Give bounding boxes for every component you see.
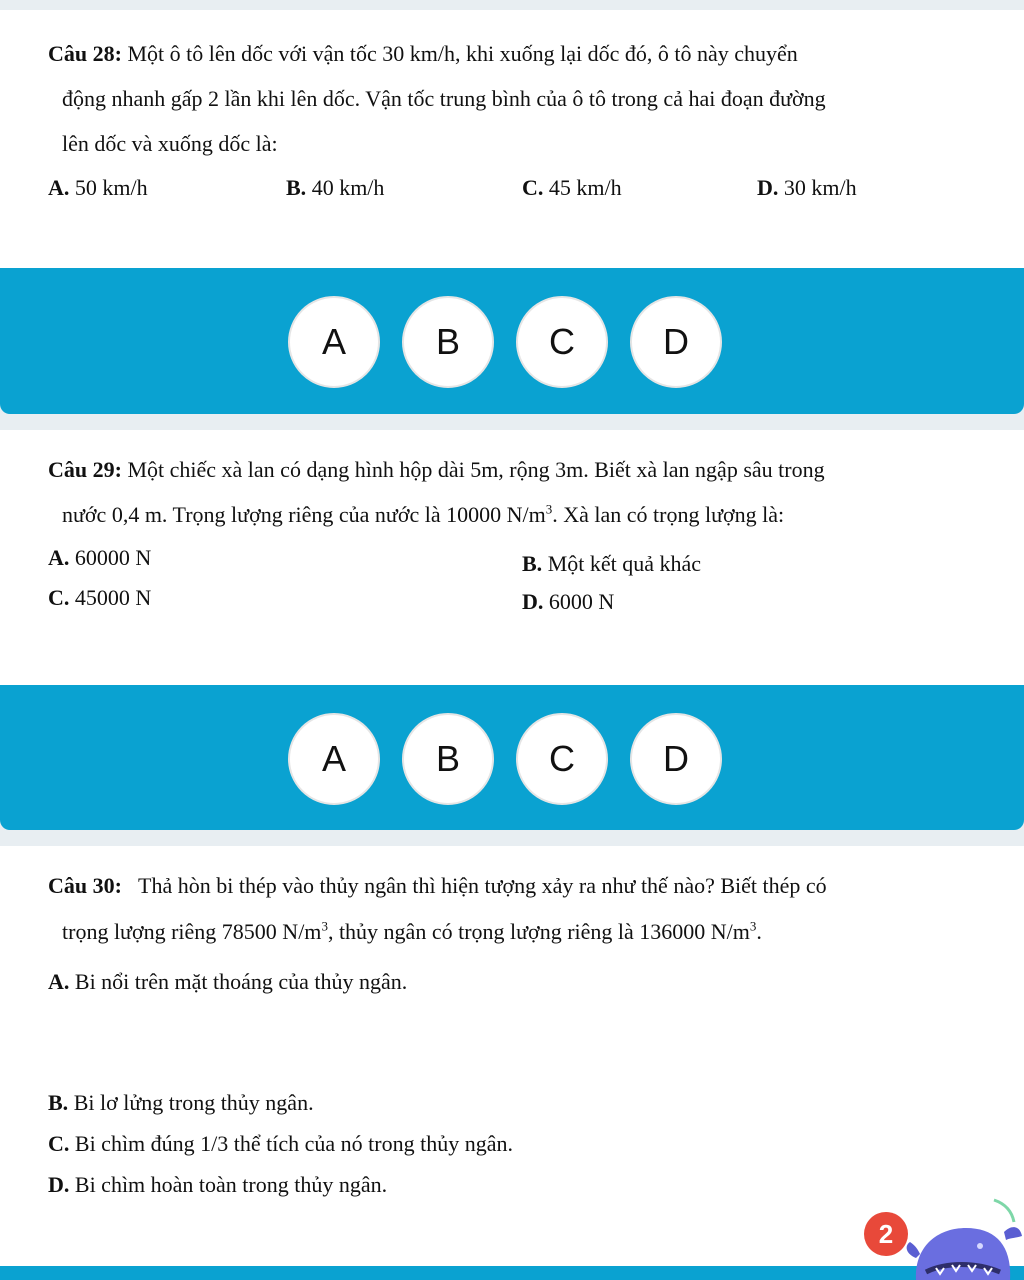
answer-band-29 xyxy=(0,685,1024,830)
answer-button-d[interactable]: D xyxy=(630,296,722,388)
answer-button-d[interactable]: D xyxy=(630,713,722,805)
question-28-line-3: lên dốc và xuống dốc là: xyxy=(62,131,278,156)
question-29-option-a: A. 60000 N xyxy=(48,545,152,570)
question-29-line-2: nước 0,4 m. Trọng lượng riêng của nước là 10000 $N/m^3$. Xà lan có trọng lượng là: xyxy=(62,501,785,527)
question-29-option-b: B. Một kết quả khác xyxy=(522,551,702,576)
question-29-card xyxy=(0,430,1024,685)
question-28-card xyxy=(0,10,1024,268)
question-30-option-d: D. Bi chìm hoàn toàn trong thủy ngân. xyxy=(48,1172,388,1197)
question-30-line-1: Câu 30: Thả hòn bi thép vào thủy ngân thì hiện tượng xảy ra như thế nào? Biết thép có xyxy=(48,873,827,898)
question-28-option-c: C. 45 km/h xyxy=(522,175,622,200)
bottom-accent-bar xyxy=(0,1266,1024,1280)
answer-button-a[interactable]: A xyxy=(288,713,380,805)
question-29-label: Câu 29: xyxy=(48,457,122,482)
question-28-line-2: động nhanh gấp 2 lần khi lên dốc. Vận tốc trung bình của ô tô trong cả hai đoạn đường xyxy=(62,86,826,111)
question-28-label: Câu 28: xyxy=(48,41,122,66)
notification-badge[interactable]: 2 xyxy=(864,1212,908,1256)
answer-button-c[interactable]: C xyxy=(516,296,608,388)
question-29-option-c: C. 45000 N xyxy=(48,585,152,610)
question-30-option-c: C. Bi chìm đúng 1/3 thể tích của nó trong thủy ngân. xyxy=(48,1131,513,1156)
question-29-option-d: D. 6000 N xyxy=(522,589,615,614)
question-30-option-b: B. Bi lơ lửng trong thủy ngân. xyxy=(48,1090,314,1115)
question-30-option-a: A. Bi nổi trên mặt thoáng của thủy ngân. xyxy=(48,969,408,994)
answer-button-c[interactable]: C xyxy=(516,713,608,805)
mascot-icon[interactable] xyxy=(896,1198,1024,1280)
question-28-option-d: D. 30 km/h xyxy=(757,175,857,200)
answer-button-b[interactable]: B xyxy=(402,296,494,388)
question-28-option-b: B. 40 km/h xyxy=(286,175,385,200)
answer-band-28 xyxy=(0,268,1024,414)
answer-button-b[interactable]: B xyxy=(402,713,494,805)
question-28-line-1: Câu 28: Một ô tô lên dốc với vận tốc 30 km/h, khi xuống lại dốc đó, ô tô này chuyển xyxy=(48,41,798,66)
answer-button-a[interactable]: A xyxy=(288,296,380,388)
question-30-label: Câu 30: xyxy=(48,873,122,898)
question-28-option-a: A. 50 km/h xyxy=(48,175,148,200)
question-29-line-1: Câu 29: Một chiếc xà lan có dạng hình hộp dài 5m, rộng 3m. Biết xà lan ngập sâu trong xyxy=(48,457,825,482)
question-30-line-2: trọng lượng riêng 78500 $N/m^3$, thủy ngân có trọng lượng riêng là 136000 $N/m^3$. xyxy=(62,918,762,944)
question-30-card xyxy=(0,846,1024,1266)
